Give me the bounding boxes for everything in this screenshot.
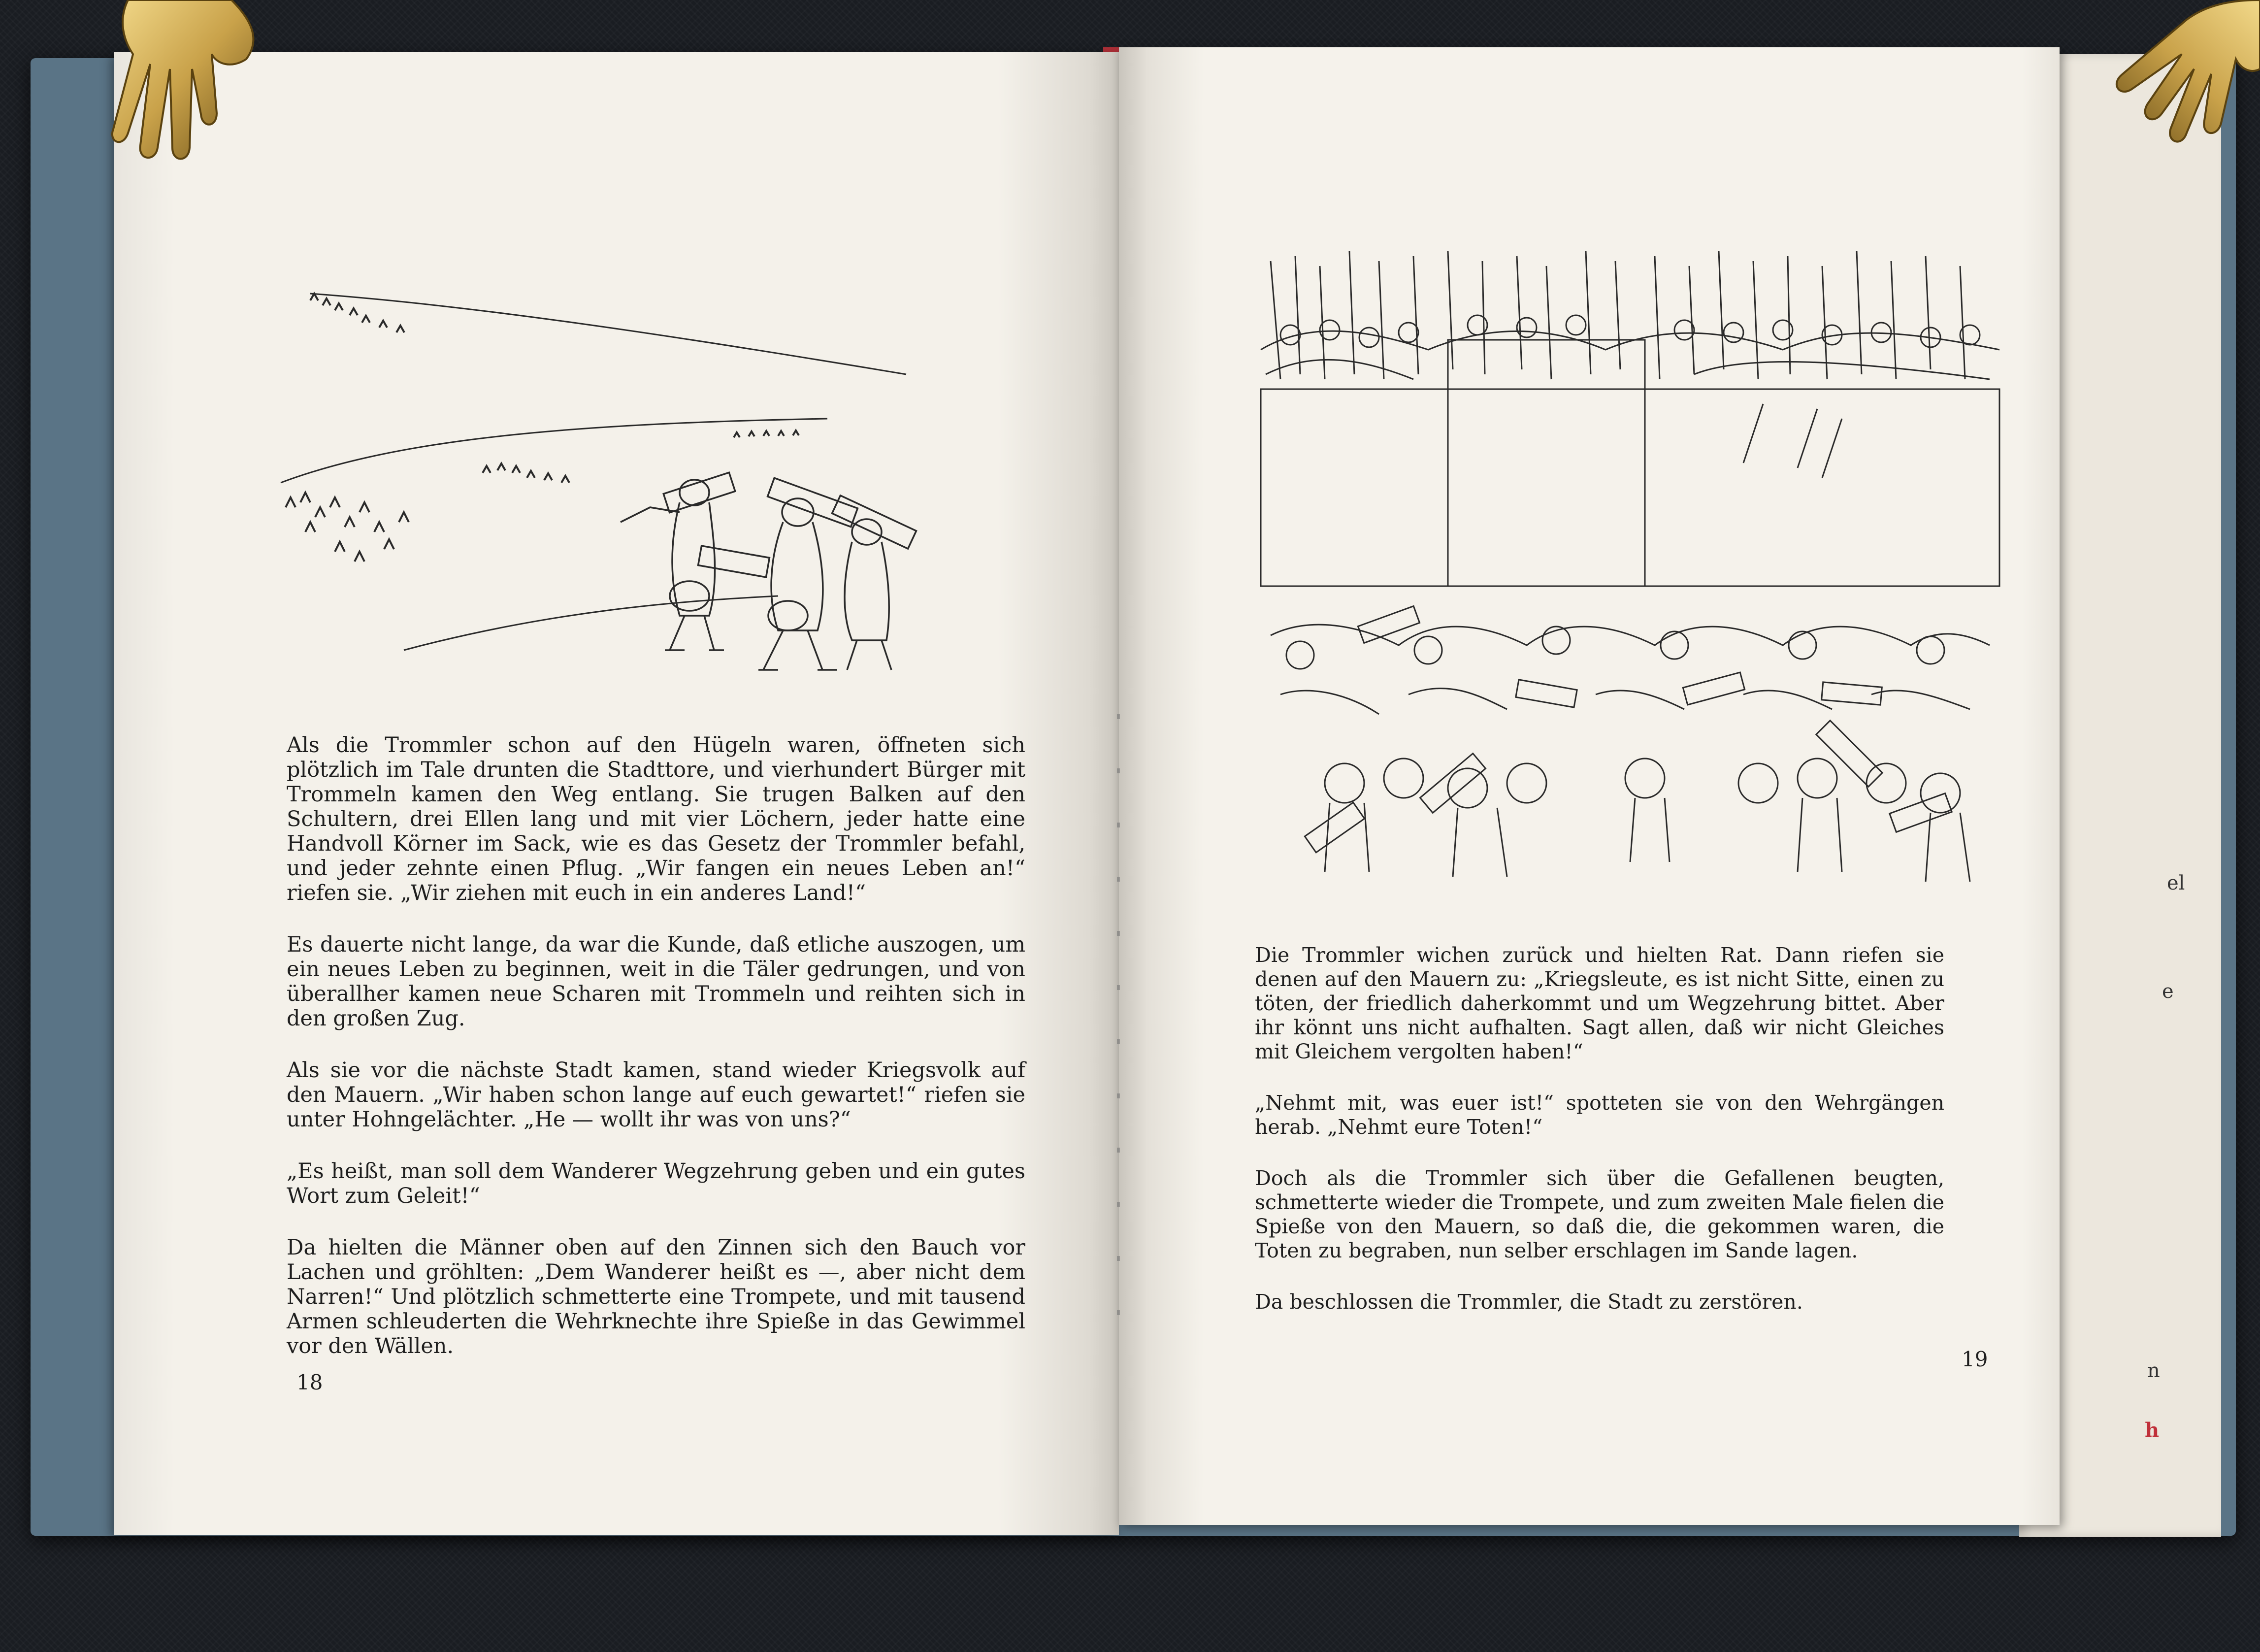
page-number-right: 19: [1962, 1347, 1988, 1371]
underlying-letter: n: [2147, 1359, 2160, 1382]
paragraph: „Es heißt, man soll dem Wanderer Wegzehrung geben und ein gutes Wort zum Geleit!“: [287, 1159, 1025, 1208]
paragraph: Doch als die Trommler sich über die Gefallenen beugten, schmetterte wieder die Trompete, und zum zweiten Male fielen die Spieße von den Mauern, so daß die, die gekommen waren, die Toten zu begraben, nun selber erschlagen im Sande lagen.: [1255, 1166, 1944, 1262]
underlying-letter: el: [2167, 872, 2185, 894]
paragraph: „Nehmt mit, was euer ist!“ spotteten sie von den Wehrgängen herab. „Nehmt eure Toten!“: [1255, 1091, 1944, 1139]
paragraph: Als die Trommler schon auf den Hügeln waren, öffneten sich plötzlich im Tale drunten die Stadttore, und vierhundert Bürger mit Trommeln kamen den Weg entlang. Sie trugen Balken auf den Schultern, drei Ellen lang und mit vier Löchern, jeder hatte eine Handvoll Körner im Sack, wie es das Gesetz der Trommler befahl, und jeder zehnte einen Pflug. „Wir fangen ein neues Leben an!“ riefen sie. „Wir ziehen mit euch in ein anderes Land!“: [287, 733, 1025, 905]
right-page-body: [1255, 943, 1944, 1341]
left-page-body: [287, 733, 1025, 1386]
page-number-left: 18: [296, 1370, 323, 1394]
binding-stitches: [1117, 714, 1120, 1355]
underlying-letter-red: h: [2145, 1419, 2160, 1442]
paragraph: Da hielten die Männer oben auf den Zinnen sich den Bauch vor Lachen und gröhlten: „Dem Wanderer heißt es —, aber nicht dem Narren!“ Und plötzlich schmetterte eine Trompete, und mit tausend Armen schleuderten die Wehrknechte ihre Spieße in das Gewimmel vor den Wällen.: [287, 1235, 1025, 1358]
right-illustration: [1251, 251, 2009, 901]
brass-hand-weight-right: [2088, 0, 2260, 148]
left-illustration: [276, 276, 936, 699]
paragraph: Die Trommler wichen zurück und hielten Rat. Dann riefen sie denen auf den Mauern zu: „Kriegsleute, es ist nicht Sitte, einen zu töten, der friedlich daherkommt und um Wegzehrung bittet. Aber ihr könnt uns nicht aufhalten. Sagt allen, daß wir nicht Gleiches mit Gleichem vergolten haben!“: [1255, 943, 1944, 1063]
paragraph: Als sie vor die nächste Stadt kamen, stand wieder Kriegsvolk auf den Mauern. „Wir haben schon lange auf euch gewartet!“ riefen sie unter Hohngelächter. „He — wollt ihr was von uns?“: [287, 1058, 1025, 1132]
paragraph: Da beschlossen die Trommler, die Stadt zu zerstören.: [1255, 1290, 1803, 1314]
paragraph: Es dauerte nicht lange, da war die Kunde, daß etliche auszogen, um ein neues Leben zu beginnen, weit in die Täler gedrungen, und von überallher kamen neue Scharen mit Trommeln und reihten sich in den großen Zug.: [287, 932, 1025, 1031]
brass-hand-weight-left: [69, 0, 276, 167]
underlying-letter: e: [2162, 980, 2174, 1003]
